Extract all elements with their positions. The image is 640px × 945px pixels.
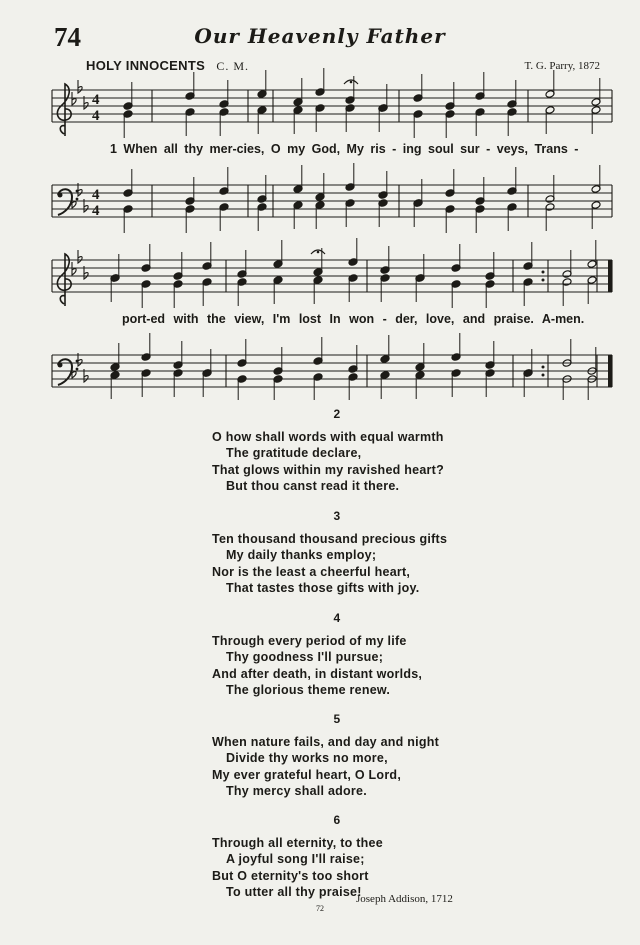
stanza-number: 5 — [333, 712, 341, 726]
repeat-dot — [542, 271, 545, 274]
stanza-line: Ten thousand thousand precious gifts — [212, 531, 448, 546]
final-bar — [608, 260, 612, 292]
stanza-line: To utter all thy praise! — [226, 885, 362, 899]
time-signature-bottom: 4 — [92, 203, 100, 219]
stanza-line: But thou canst read it there. — [226, 479, 400, 493]
flat-icon — [72, 92, 76, 105]
stanza-line: Nor is the least a cheerful heart, — [212, 564, 411, 579]
stanza-line: Thy mercy shall adore. — [226, 784, 367, 798]
repeat-dot — [542, 366, 545, 369]
stanza-number: 3 — [333, 509, 341, 523]
flat-icon — [78, 80, 82, 93]
bass-clef-dot — [58, 363, 63, 368]
stanza-2 — [212, 406, 462, 495]
page-number: 74 — [54, 22, 81, 52]
author-credit: Joseph Addison, 1712 — [356, 893, 453, 905]
fermata-dot — [317, 251, 320, 254]
stanza-4 — [212, 610, 462, 699]
bass-clef-dot — [76, 368, 79, 371]
stanza-line: When nature fails, and day and night — [212, 734, 440, 749]
stanza-line: My ever grateful heart, O Lord, — [212, 767, 402, 782]
stanza-number: 6 — [333, 813, 341, 827]
stanza-line: That tastes those gifts with joy. — [226, 581, 420, 595]
stanza-line: That glows within my ravished heart? — [212, 462, 444, 477]
flat-icon — [72, 262, 76, 275]
stanza-line: But O eternity's too short — [212, 868, 369, 883]
stanza-line: And after death, in distant worlds, — [212, 666, 423, 681]
fermata-dot — [350, 81, 353, 84]
stanza-line: The glorious theme renew. — [226, 683, 391, 697]
stanza-line: My daily thanks employ; — [226, 548, 377, 562]
stanza-line: Thy goodness I'll pursue; — [226, 650, 384, 664]
stanza-line: The gratitude declare, — [226, 446, 362, 460]
time-signature-top: 4 — [92, 92, 100, 108]
meter: C. M. — [216, 59, 249, 73]
lyric-line-1: 1 When all thy mer-cies, O my God, My ris - ing soul sur - veys, Trans - — [110, 142, 579, 156]
flat-icon — [78, 250, 82, 263]
stanza-number: 4 — [333, 611, 341, 625]
music-score — [0, 0, 640, 400]
repeat-dot — [542, 279, 545, 282]
stanza-3 — [212, 508, 462, 597]
repeat-dot — [542, 374, 545, 377]
stanza-line: Through all eternity, to thee — [212, 835, 383, 850]
stanza-5 — [212, 711, 462, 800]
stanza-line: Through every period of my life — [212, 633, 407, 648]
lyric-line-2: port-ed with the view, I'm lost In won - der, love, and praise. A-men. — [122, 312, 585, 326]
tune-name: HOLY INNOCENTS — [86, 58, 206, 73]
bass-clef-dot — [58, 193, 63, 198]
time-signature-top: 4 — [92, 187, 100, 203]
stanza-6 — [212, 812, 462, 901]
bass-clef-dot — [76, 198, 79, 201]
running-title: Our Heavenly Father — [194, 24, 446, 48]
final-bar — [608, 355, 612, 387]
stanza-line: Divide thy works no more, — [226, 751, 388, 765]
time-signature-bottom: 4 — [92, 108, 100, 124]
stanza-line: O how shall words with equal warmth — [212, 429, 444, 444]
treble-clef-icon — [57, 254, 71, 306]
stanza-number: 2 — [333, 407, 341, 421]
stanza-line: A joyful song I'll raise; — [226, 852, 365, 866]
folio-number: 72 — [316, 904, 324, 913]
composer-credit: T. G. Parry, 1872 — [524, 60, 600, 72]
treble-clef-icon — [57, 84, 71, 136]
